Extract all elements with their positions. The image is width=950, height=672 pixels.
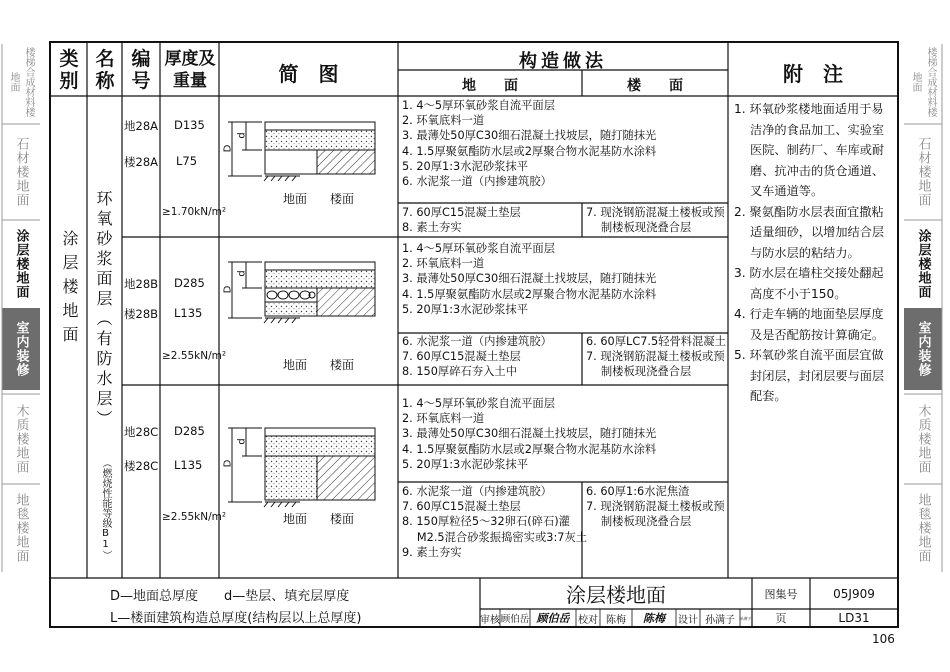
left-nav-item-2[interactable]: 涂层楼地面 [13, 229, 29, 299]
category-cell: 涂层楼地面 [60, 230, 79, 350]
row3-common-steps: 1. 4～5厚环氧砂浆自流平面层 2. 环氧底料一道 3. 最薄处50厚C30细石混凝土找坡层，随打随抹光 4. 1.5厚聚氨酯防水层或2厚聚合物水泥基防水涂料 5. 20厚1:3水泥砂浆抹平 [402, 397, 657, 471]
header-construction: 构造做法 [519, 51, 607, 72]
row2-thick-L: L135 [174, 306, 203, 320]
legend-line-2: L—楼面建筑构造总厚度(结构层以上总厚度) [110, 611, 362, 626]
drawing-title: 涂层楼地面 [566, 583, 666, 607]
header-notes: 附 注 [783, 62, 843, 86]
header-code: 编号 [131, 48, 151, 92]
row1-thick-L: L75 [176, 154, 198, 168]
right-nav-item-5[interactable]: 地毯楼地面 [915, 493, 931, 563]
row2-common-steps: 1. 4～5厚环氧砂浆自流平面层 2. 环氧底料一道 3. 最薄处50厚C30细石混凝土找坡层，随打随抹光 4. 1.5厚聚氨酯防水层或2厚聚合物水泥基防水涂料 5. 20厚1:3水泥砂浆抹平 [402, 242, 657, 316]
row2-ground-steps: 6. 水泥浆一道（内掺建筑胶） 7. 60厚C15混凝土垫层 8. 150厚碎石夯入土中 [402, 335, 552, 379]
row3-thick-D: D285 [174, 424, 205, 438]
designer-signature: 孙满子 [739, 616, 751, 621]
page-label: 页 [775, 612, 787, 625]
page-number: 106 [872, 632, 895, 646]
dim-label-d: d [236, 132, 248, 139]
row2-diagram-label-floor: 楼面 [330, 358, 355, 372]
row1-common-steps: 1. 4～5厚环氧砂浆自流平面层 2. 环氧底料一道 3. 最薄处50厚C30细石混凝土找坡层，随打随抹光 4. 1.5厚聚氨酯防水层或2厚聚合物水泥基防水涂料 5. 20厚1:3水泥砂浆抹平 6. 水泥浆一道（内掺建筑胶） [402, 99, 657, 188]
legend-line-1: D—地面总厚度 d—垫层、填充层厚度 [110, 589, 350, 604]
header-floor: 楼 面 [627, 78, 683, 94]
row1-diagram-label-ground: 地面 [283, 192, 308, 206]
right-nav-item-3[interactable]: 室内装修 [904, 308, 942, 390]
checker-name: 陈梅 [606, 614, 626, 626]
right-nav-item-0[interactable]: 楼梯合成材料楼地面 [910, 47, 936, 117]
row1-thick-D: D135 [174, 118, 205, 132]
header-name: 名称 [95, 48, 115, 92]
diagram-28a [228, 122, 375, 181]
right-nav-item-1[interactable]: 石材楼地面 [915, 137, 931, 207]
row2-diagram-label-ground: 地面 [283, 358, 308, 372]
row2-thick-D: D285 [174, 276, 205, 290]
check-label: 校对 [578, 614, 598, 626]
left-nav-item-1[interactable]: 石材楼地面 [13, 137, 29, 207]
row3-code-floor: 楼28C [124, 459, 159, 473]
diagram-28b [228, 262, 375, 323]
atlas-number: 05J909 [833, 586, 875, 601]
dim-label-D: D [222, 285, 234, 294]
reviewer-name: 顾伯岳 [500, 614, 530, 625]
design-label: 设计 [678, 614, 698, 626]
diagram-28c [228, 428, 375, 507]
row3-code-ground: 地28C [124, 425, 159, 439]
row1-diagram-label-floor: 楼面 [330, 192, 355, 206]
left-nav-item-4[interactable]: 木质楼地面 [13, 404, 29, 474]
row3-ground-steps: 6. 水泥浆一道（内掺建筑胶） 7. 60厚C15混凝土垫层 8. 150厚粒径5～32卵石(碎石)灌 M2.5混合砂浆振捣密实或3:7灰土 9. 素土夯实 [402, 485, 588, 559]
designer-name: 孙满子 [705, 614, 735, 626]
row2-code-ground: 地28B [124, 277, 159, 291]
left-nav-item-3[interactable]: 室内装修 [2, 308, 40, 390]
header-diagram: 简 图 [278, 62, 339, 86]
row3-thick-L: L135 [174, 458, 203, 472]
right-nav-item-2[interactable]: 涂层楼地面 [915, 229, 931, 299]
header-ground: 地 面 [462, 78, 518, 94]
row1-ground-steps: 7. 60厚C15混凝土垫层 8. 素土夯实 [402, 206, 521, 235]
row2-code-floor: 楼28B [124, 307, 159, 321]
page-code: LD31 [838, 611, 870, 625]
row3-diagram-label-ground: 地面 [283, 512, 308, 526]
dim-label-D: D [222, 144, 234, 153]
row3-diagram-label-floor: 楼面 [330, 512, 355, 526]
name-sub-cell: （燃烧性能等级B1） [100, 458, 111, 560]
header-category: 类别 [59, 48, 79, 92]
dim-label-d: d [236, 270, 248, 277]
atlas-label: 图集号 [764, 587, 798, 601]
header-thickness: 厚度及重量 [164, 49, 216, 91]
row2-weight: ≥2.55kN/m² [162, 350, 227, 362]
row3-weight: ≥2.55kN/m² [162, 511, 227, 523]
right-nav-item-4[interactable]: 木质楼地面 [915, 404, 931, 474]
reviewer-signature: 顾伯岳 [536, 612, 570, 625]
notes-list: 1. 环氧砂浆楼地面适用于易 洁净的食品加工、实验室 医院、制药厂、车库或耐 磨、抗冲击的货仓通道、 叉车通道等。 2. 聚氨酯防水层表面宜撒粘 适量细砂，以增加结合层 与防水层的粘结力。 3. 防水层在墙柱交接处翻起 高度不小于150。 4. 行走车辆的地面垫层厚度 及是否配筋按计算确定。 5. 环氧砂浆自流平面层宜做 封闭层，封闭层要与面层 配套。 [734, 102, 885, 403]
row1-weight: ≥1.70kN/m² [162, 206, 227, 218]
row1-floor-steps: 7. 现浇钢筋混凝土楼板或预 制楼板现浇叠合层 [586, 206, 725, 235]
name-cell: 环氧砂浆面层（有防水层） [94, 190, 113, 430]
row3-floor-steps: 6. 60厚1:6水泥焦渣 7. 现浇钢筋混凝土楼板或预 制楼板现浇叠合层 [586, 485, 725, 529]
checker-signature: 陈梅 [643, 612, 665, 625]
row1-code-ground: 地28A [124, 119, 159, 133]
row2-floor-steps: 6. 60厚LC7.5轻骨料混凝土 7. 现浇钢筋混凝土楼板或预 制楼板现浇叠合层 [586, 335, 726, 379]
dim-label-d: d [236, 438, 248, 445]
review-label: 审核 [480, 614, 500, 626]
dim-label-D: D [222, 459, 234, 468]
left-nav-item-0[interactable]: 楼梯合成材料楼地面 [8, 47, 34, 117]
left-nav-item-5[interactable]: 地毯楼地面 [13, 493, 29, 563]
row1-code-floor: 楼28A [124, 155, 159, 169]
